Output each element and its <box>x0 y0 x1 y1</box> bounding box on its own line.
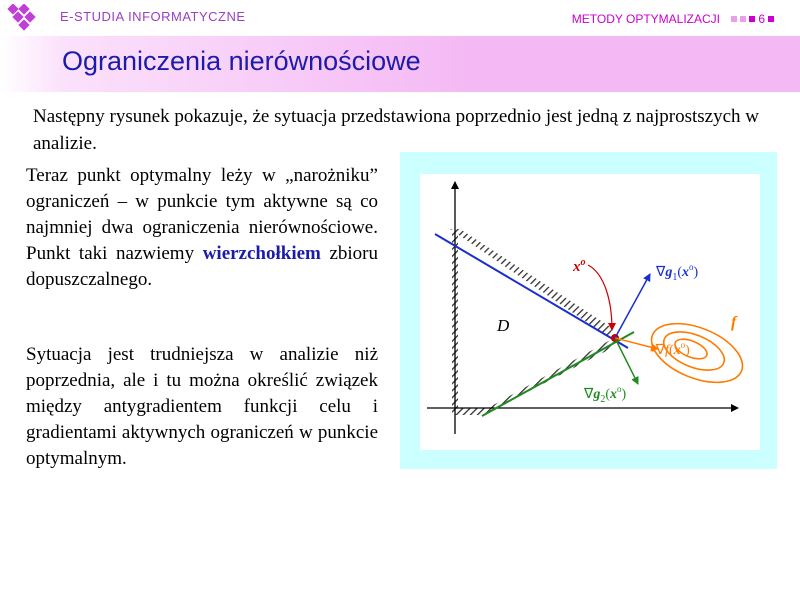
close-paren: ) <box>621 387 627 402</box>
paragraph-1-text: Teraz punkt optymalny leży w „narożniku” ograniczeń – w punkcie tym aktywne są co najmniej dwa ograniczenia nierównościowe. Punkt taki nazwiemy <box>26 165 378 264</box>
hatch-constraint-bottom <box>458 408 488 415</box>
page-indicator <box>731 12 774 26</box>
page-dot-icon <box>749 16 755 22</box>
open-paren: ( <box>668 343 674 358</box>
point-label-base: x <box>573 259 581 275</box>
g-symbol: g <box>593 387 601 402</box>
x-symbol: x <box>610 387 618 402</box>
f-label: f <box>731 314 737 331</box>
close-paren: ) <box>693 265 699 280</box>
g-symbol: g <box>665 265 673 280</box>
x-symbol: x <box>673 343 681 358</box>
open-paren: ( <box>677 265 683 280</box>
constraint-figure <box>400 152 777 469</box>
nabla-symbol: ∇ <box>584 387 594 402</box>
x-symbol: x <box>682 265 690 280</box>
page-title: Ograniczenia nierównościowe <box>62 46 421 76</box>
nabla-symbol: ∇ <box>655 343 666 358</box>
logo-icon <box>6 4 42 34</box>
minus-symbol: - <box>651 343 656 358</box>
open-paren: ( <box>605 387 611 402</box>
x-superscript: o <box>689 262 694 272</box>
paragraph-1 <box>26 163 378 293</box>
intro-text: Następny rysunek pokazuje, że sytuacja przedstawiona poprzednio jest jedną z najprostszych w analizie. <box>33 106 759 154</box>
page-dot-icon <box>768 16 774 22</box>
x-superscript: o <box>680 340 686 350</box>
g-subscript: 1 <box>672 272 678 283</box>
region-label: D <box>497 316 510 335</box>
paragraph-2: Sytuacja jest trudniejsza w analizie niż poprzednia, ale i tu można określić związek między antygradientem funkcji celu i gradientami aktywnych ograniczeń w punkcie optymalnym. <box>26 344 378 469</box>
term-vertex: wierzchołkiem <box>202 243 321 264</box>
page-number: 6 <box>758 12 765 26</box>
page-dot-icon <box>731 16 737 22</box>
page-dot-icon <box>740 16 746 22</box>
f-symbol: f <box>665 343 669 358</box>
antigrad-f-label <box>651 340 690 358</box>
point-label-sup: o <box>580 257 586 268</box>
paragraph-1-text-end: zbioru dopuszczalnego. <box>26 243 378 290</box>
course-title: METODY OPTYMALIZACJI <box>571 12 720 26</box>
brand-name: E-STUDIA INFORMATYCZNE <box>60 9 246 24</box>
nabla-symbol: ∇ <box>656 265 666 280</box>
g-subscript: 2 <box>600 394 606 405</box>
x-superscript: o <box>617 384 622 394</box>
close-paren: ) <box>685 343 690 358</box>
